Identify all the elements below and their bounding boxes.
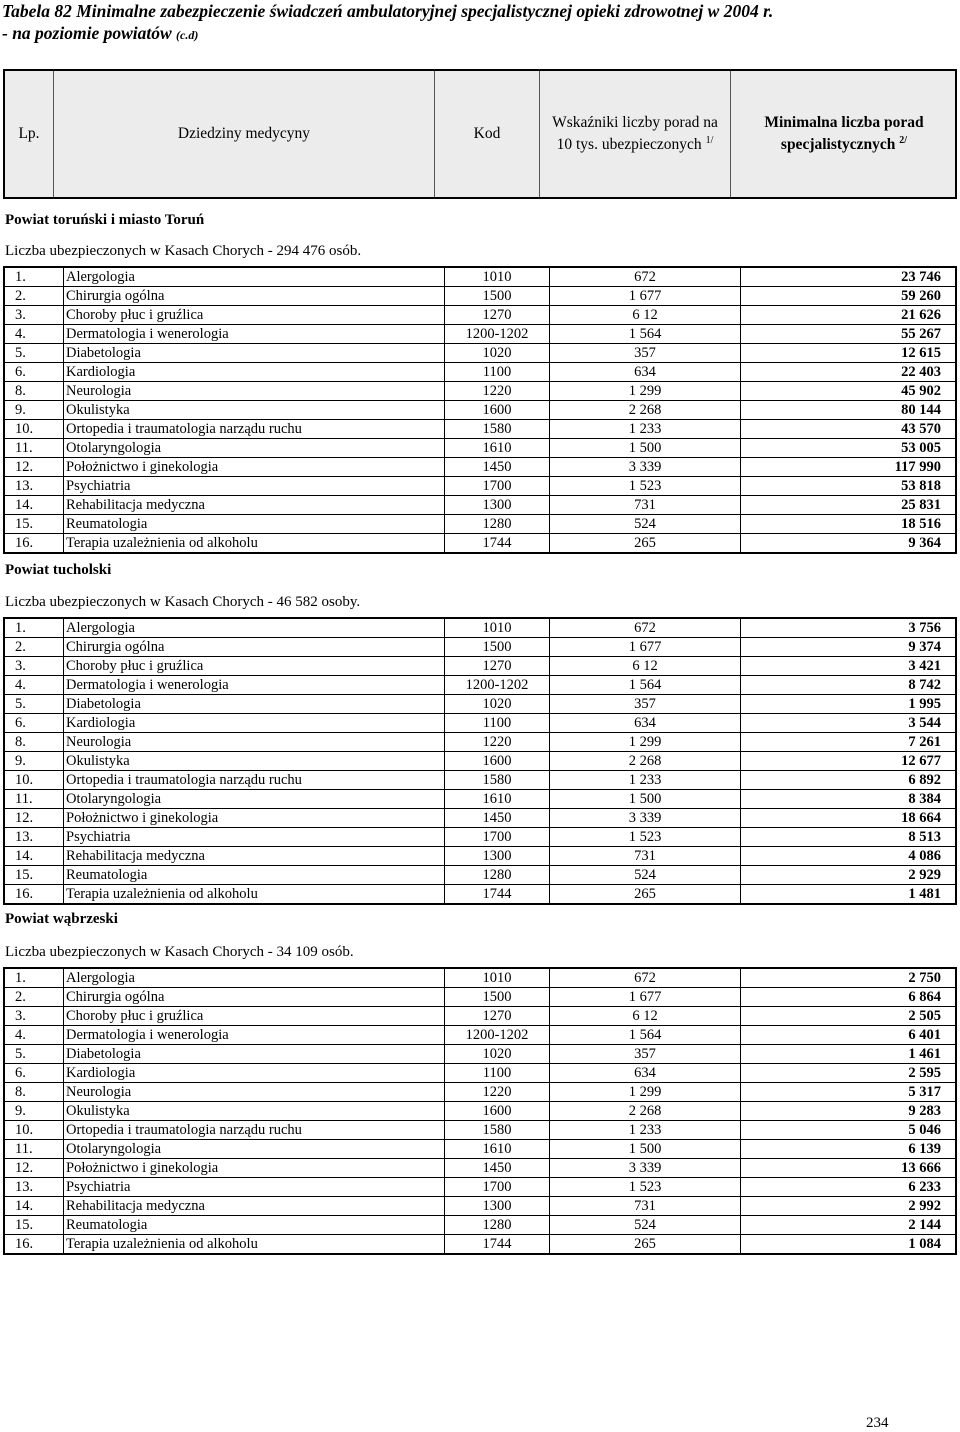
table-row xyxy=(4,809,956,828)
cell-minimalna: 2 144 xyxy=(741,1216,957,1235)
cell-dziedzina: Choroby płuc i gruźlica xyxy=(64,657,445,676)
cell-wskaznik: 357 xyxy=(550,1045,741,1064)
cell-dziedzina: Diabetologia xyxy=(64,1045,445,1064)
cell-lp: 8. xyxy=(4,733,64,752)
cell-dziedzina: Chirurgia ogólna xyxy=(64,988,445,1007)
cell-minimalna: 6 139 xyxy=(741,1140,957,1159)
table-row xyxy=(4,363,956,382)
cell-minimalna: 2 992 xyxy=(741,1197,957,1216)
cell-wskaznik: 6 12 xyxy=(550,1007,741,1026)
cell-lp: 14. xyxy=(4,847,64,866)
title-line-2-text: - na poziomie powiatów xyxy=(2,23,177,43)
cell-lp: 1. xyxy=(4,618,64,638)
cell-wskaznik: 1 233 xyxy=(550,420,741,439)
table-row xyxy=(4,968,956,988)
cell-dziedzina: Okulistyka xyxy=(64,752,445,771)
cell-dziedzina: Diabetologia xyxy=(64,344,445,363)
cell-kod: 1744 xyxy=(445,1235,550,1255)
table-row xyxy=(4,515,956,534)
cell-lp: 12. xyxy=(4,458,64,477)
cell-lp: 10. xyxy=(4,771,64,790)
cell-dziedzina: Kardiologia xyxy=(64,1064,445,1083)
cell-lp: 8. xyxy=(4,382,64,401)
cell-dziedzina: Psychiatria xyxy=(64,477,445,496)
cell-wskaznik: 3 339 xyxy=(550,1159,741,1178)
cell-minimalna: 45 902 xyxy=(741,382,957,401)
cell-wskaznik: 672 xyxy=(550,968,741,988)
cell-minimalna: 53 005 xyxy=(741,439,957,458)
cell-minimalna: 2 595 xyxy=(741,1064,957,1083)
cell-minimalna: 4 086 xyxy=(741,847,957,866)
cell-lp: 16. xyxy=(4,534,64,554)
cell-dziedzina: Dermatologia i wenerologia xyxy=(64,676,445,695)
cell-lp: 11. xyxy=(4,790,64,809)
cell-wskaznik: 3 339 xyxy=(550,458,741,477)
cell-kod: 1600 xyxy=(445,752,550,771)
cell-wskaznik: 731 xyxy=(550,847,741,866)
cell-minimalna: 1 481 xyxy=(741,885,957,905)
cell-wskaznik: 731 xyxy=(550,496,741,515)
cell-kod: 1700 xyxy=(445,477,550,496)
table-row xyxy=(4,1235,956,1255)
cell-lp: 13. xyxy=(4,828,64,847)
cell-minimalna: 18 664 xyxy=(741,809,957,828)
cell-wskaznik: 265 xyxy=(550,885,741,905)
cell-wskaznik: 634 xyxy=(550,1064,741,1083)
cell-minimalna: 13 666 xyxy=(741,1159,957,1178)
cell-kod: 1580 xyxy=(445,420,550,439)
cell-dziedzina: Choroby płuc i gruźlica xyxy=(64,306,445,325)
cell-minimalna: 8 513 xyxy=(741,828,957,847)
cell-minimalna: 9 374 xyxy=(741,638,957,657)
cell-kod: 1500 xyxy=(445,988,550,1007)
section-insured-note: Liczba ubezpieczonych w Kasach Chorych - 34 109 osób. xyxy=(5,944,354,960)
cell-kod: 1200-1202 xyxy=(445,1026,550,1045)
table-row xyxy=(4,676,956,695)
table-row xyxy=(4,1197,956,1216)
cell-lp: 2. xyxy=(4,988,64,1007)
table-row xyxy=(4,695,956,714)
cell-kod: 1010 xyxy=(445,267,550,287)
cell-lp: 6. xyxy=(4,1064,64,1083)
cell-lp: 15. xyxy=(4,515,64,534)
cell-dziedzina: Dermatologia i wenerologia xyxy=(64,1026,445,1045)
table-row xyxy=(4,866,956,885)
cell-dziedzina: Położnictwo i ginekologia xyxy=(64,458,445,477)
cell-kod: 1300 xyxy=(445,496,550,515)
cell-wskaznik: 265 xyxy=(550,534,741,554)
table-row xyxy=(4,287,956,306)
header-dziedziny: Dziedziny medycyny xyxy=(177,125,311,142)
table-row xyxy=(4,477,956,496)
cell-wskaznik: 265 xyxy=(550,1235,741,1255)
cell-dziedzina: Terapia uzależnienia od alkoholu xyxy=(64,885,445,905)
cell-wskaznik: 1 299 xyxy=(550,733,741,752)
section-table xyxy=(3,266,957,554)
cell-kod: 1270 xyxy=(445,657,550,676)
cell-wskaznik: 1 564 xyxy=(550,676,741,695)
cell-kod: 1450 xyxy=(445,458,550,477)
cell-kod: 1280 xyxy=(445,866,550,885)
cell-dziedzina: Rehabilitacja medyczna xyxy=(64,847,445,866)
cell-dziedzina: Ortopedia i traumatologia narządu ruchu xyxy=(64,420,445,439)
table-row xyxy=(4,733,956,752)
cell-kod: 1270 xyxy=(445,1007,550,1026)
cell-lp: 16. xyxy=(4,1235,64,1255)
cell-dziedzina: Neurologia xyxy=(64,382,445,401)
cell-minimalna: 9 283 xyxy=(741,1102,957,1121)
cell-wskaznik: 1 523 xyxy=(550,477,741,496)
cell-kod: 1610 xyxy=(445,439,550,458)
table-row xyxy=(4,382,956,401)
header-wskazniki-line2: 10 tys. ubezpieczonych xyxy=(556,136,702,154)
cell-kod: 1020 xyxy=(445,344,550,363)
cell-dziedzina: Chirurgia ogólna xyxy=(64,638,445,657)
cell-dziedzina: Reumatologia xyxy=(64,1216,445,1235)
cell-dziedzina: Alergologia xyxy=(64,968,445,988)
cell-kod: 1300 xyxy=(445,1197,550,1216)
header-kod: Kod xyxy=(473,125,501,142)
table-row xyxy=(4,657,956,676)
cell-minimalna: 2 750 xyxy=(741,968,957,988)
cell-kod: 1010 xyxy=(445,618,550,638)
cell-dziedzina: Okulistyka xyxy=(64,1102,445,1121)
cell-lp: 1. xyxy=(4,968,64,988)
cell-dziedzina: Ortopedia i traumatologia narządu ruchu xyxy=(64,1121,445,1140)
cell-wskaznik: 2 268 xyxy=(550,1102,741,1121)
table-row xyxy=(4,1026,956,1045)
header-minimalna-line1: Minimalna liczba porad xyxy=(764,113,924,131)
header-wskazniki xyxy=(540,71,730,197)
cell-wskaznik: 1 564 xyxy=(550,325,741,344)
cell-wskaznik: 524 xyxy=(550,515,741,534)
cell-wskaznik: 731 xyxy=(550,1197,741,1216)
table-row xyxy=(4,847,956,866)
cell-kod: 1600 xyxy=(445,1102,550,1121)
cell-wskaznik: 357 xyxy=(550,695,741,714)
table-row xyxy=(4,344,956,363)
cell-minimalna: 23 746 xyxy=(741,267,957,287)
table-row xyxy=(4,1216,956,1235)
cell-lp: 5. xyxy=(4,1045,64,1064)
header-minimalna-footnote: 2/ xyxy=(899,134,908,146)
cell-wskaznik: 1 677 xyxy=(550,638,741,657)
cell-minimalna: 3 544 xyxy=(741,714,957,733)
title-line-2 xyxy=(2,22,773,46)
table-row xyxy=(4,306,956,325)
table-row xyxy=(4,439,956,458)
cell-lp: 11. xyxy=(4,1140,64,1159)
cell-wskaznik: 2 268 xyxy=(550,401,741,420)
table-row xyxy=(4,267,956,287)
cell-minimalna: 6 401 xyxy=(741,1026,957,1045)
table-row xyxy=(4,638,956,657)
cell-dziedzina: Dermatologia i wenerologia xyxy=(64,325,445,344)
cell-lp: 13. xyxy=(4,1178,64,1197)
cell-minimalna: 2 505 xyxy=(741,1007,957,1026)
cell-minimalna: 12 677 xyxy=(741,752,957,771)
cell-lp: 5. xyxy=(4,695,64,714)
cell-minimalna: 8 384 xyxy=(741,790,957,809)
cell-dziedzina: Położnictwo i ginekologia xyxy=(64,1159,445,1178)
cell-minimalna: 5 046 xyxy=(741,1121,957,1140)
cell-wskaznik: 1 233 xyxy=(550,771,741,790)
cell-dziedzina: Terapia uzależnienia od alkoholu xyxy=(64,1235,445,1255)
table-row xyxy=(4,790,956,809)
cell-minimalna: 59 260 xyxy=(741,287,957,306)
cell-wskaznik: 2 268 xyxy=(550,752,741,771)
cell-lp: 3. xyxy=(4,657,64,676)
cell-minimalna: 2 929 xyxy=(741,866,957,885)
cell-minimalna: 6 892 xyxy=(741,771,957,790)
table-row xyxy=(4,1140,956,1159)
cell-lp: 11. xyxy=(4,439,64,458)
cell-minimalna: 117 990 xyxy=(741,458,957,477)
cell-kod: 1280 xyxy=(445,1216,550,1235)
cell-kod: 1700 xyxy=(445,1178,550,1197)
cell-lp: 16. xyxy=(4,885,64,905)
header-lp: Lp. xyxy=(18,125,40,142)
cell-dziedzina: Otolaryngologia xyxy=(64,439,445,458)
table-title xyxy=(2,0,773,46)
table-row xyxy=(4,420,956,439)
cell-kod: 1200-1202 xyxy=(445,676,550,695)
cell-lp: 1. xyxy=(4,267,64,287)
table-row xyxy=(4,1102,956,1121)
cell-lp: 10. xyxy=(4,420,64,439)
table-row xyxy=(4,458,956,477)
table-row xyxy=(4,325,956,344)
cell-wskaznik: 357 xyxy=(550,344,741,363)
cell-minimalna: 6 233 xyxy=(741,1178,957,1197)
section-table xyxy=(3,617,957,905)
table-row xyxy=(4,988,956,1007)
cell-kod: 1020 xyxy=(445,1045,550,1064)
cell-lp: 9. xyxy=(4,752,64,771)
cell-kod: 1010 xyxy=(445,968,550,988)
cell-lp: 9. xyxy=(4,401,64,420)
cell-kod: 1744 xyxy=(445,885,550,905)
cell-dziedzina: Psychiatria xyxy=(64,1178,445,1197)
cell-kod: 1744 xyxy=(445,534,550,554)
cell-minimalna: 53 818 xyxy=(741,477,957,496)
cell-minimalna: 12 615 xyxy=(741,344,957,363)
cell-wskaznik: 1 233 xyxy=(550,1121,741,1140)
table-row xyxy=(4,1178,956,1197)
title-line-1: Tabela 82 Minimalne zabezpieczenie świadczeń ambulatoryjnej specjalistycznej opieki zdrowotnej w 2004 r. xyxy=(2,1,774,21)
cell-dziedzina: Reumatologia xyxy=(64,515,445,534)
cell-wskaznik: 1 299 xyxy=(550,382,741,401)
cell-lp: 3. xyxy=(4,306,64,325)
header-minimalna-line2: specjalistycznych xyxy=(780,136,896,154)
cell-lp: 6. xyxy=(4,714,64,733)
table-row xyxy=(4,1159,956,1178)
header-minimalna xyxy=(731,71,957,197)
cell-kod: 1280 xyxy=(445,515,550,534)
cell-kod: 1100 xyxy=(445,1064,550,1083)
cell-wskaznik: 1 500 xyxy=(550,439,741,458)
cell-lp: 8. xyxy=(4,1083,64,1102)
cell-wskaznik: 1 500 xyxy=(550,1140,741,1159)
cell-dziedzina: Chirurgia ogólna xyxy=(64,287,445,306)
section-heading: Powiat toruński i miasto Toruń xyxy=(5,212,205,228)
cell-minimalna: 22 403 xyxy=(741,363,957,382)
cell-lp: 15. xyxy=(4,1216,64,1235)
cell-kod: 1580 xyxy=(445,771,550,790)
cell-minimalna: 1 084 xyxy=(741,1235,957,1255)
table-row xyxy=(4,1045,956,1064)
cell-dziedzina: Alergologia xyxy=(64,267,445,287)
cell-dziedzina: Otolaryngologia xyxy=(64,790,445,809)
table-row xyxy=(4,1064,956,1083)
cell-minimalna: 9 364 xyxy=(741,534,957,554)
cell-kod: 1500 xyxy=(445,638,550,657)
cell-minimalna: 8 742 xyxy=(741,676,957,695)
cell-kod: 1100 xyxy=(445,714,550,733)
table-row xyxy=(4,618,956,638)
table-row xyxy=(4,771,956,790)
cell-dziedzina: Diabetologia xyxy=(64,695,445,714)
cell-lp: 6. xyxy=(4,363,64,382)
table-row xyxy=(4,885,956,905)
title-line-2-suffix: (c.d) xyxy=(176,28,199,42)
cell-minimalna: 1 461 xyxy=(741,1045,957,1064)
cell-minimalna: 3 421 xyxy=(741,657,957,676)
cell-lp: 14. xyxy=(4,496,64,515)
cell-minimalna: 80 144 xyxy=(741,401,957,420)
cell-kod: 1610 xyxy=(445,790,550,809)
cell-dziedzina: Kardiologia xyxy=(64,363,445,382)
table-row xyxy=(4,534,956,554)
header-wskazniki-footnote: 1/ xyxy=(705,134,714,146)
cell-minimalna: 25 831 xyxy=(741,496,957,515)
page-number: 234 xyxy=(866,1415,889,1431)
cell-wskaznik: 1 523 xyxy=(550,828,741,847)
cell-dziedzina: Okulistyka xyxy=(64,401,445,420)
cell-kod: 1450 xyxy=(445,1159,550,1178)
cell-kod: 1220 xyxy=(445,1083,550,1102)
cell-lp: 10. xyxy=(4,1121,64,1140)
cell-lp: 2. xyxy=(4,638,64,657)
cell-minimalna: 1 995 xyxy=(741,695,957,714)
table-row xyxy=(4,496,956,515)
header-wskazniki-line1: Wskaźniki liczby porad na xyxy=(552,113,718,131)
cell-lp: 14. xyxy=(4,1197,64,1216)
cell-lp: 13. xyxy=(4,477,64,496)
section-insured-note: Liczba ubezpieczonych w Kasach Chorych - 46 582 osoby. xyxy=(5,594,361,610)
section-heading: Powiat tucholski xyxy=(5,562,112,578)
cell-kod: 1100 xyxy=(445,363,550,382)
cell-kod: 1300 xyxy=(445,847,550,866)
cell-wskaznik: 524 xyxy=(550,1216,741,1235)
cell-kod: 1600 xyxy=(445,401,550,420)
cell-dziedzina: Kardiologia xyxy=(64,714,445,733)
cell-wskaznik: 634 xyxy=(550,363,741,382)
cell-dziedzina: Terapia uzależnienia od alkoholu xyxy=(64,534,445,554)
cell-wskaznik: 1 523 xyxy=(550,1178,741,1197)
table-row xyxy=(4,828,956,847)
cell-dziedzina: Reumatologia xyxy=(64,866,445,885)
cell-dziedzina: Neurologia xyxy=(64,733,445,752)
table-row xyxy=(4,1083,956,1102)
table-row xyxy=(4,401,956,420)
section-insured-note: Liczba ubezpieczonych w Kasach Chorych - 294 476 osób. xyxy=(5,243,362,259)
cell-kod: 1700 xyxy=(445,828,550,847)
cell-minimalna: 21 626 xyxy=(741,306,957,325)
column-header xyxy=(3,69,957,199)
cell-wskaznik: 1 677 xyxy=(550,287,741,306)
cell-dziedzina: Rehabilitacja medyczna xyxy=(64,1197,445,1216)
cell-minimalna: 6 864 xyxy=(741,988,957,1007)
cell-dziedzina: Psychiatria xyxy=(64,828,445,847)
table-row xyxy=(4,1121,956,1140)
cell-lp: 4. xyxy=(4,325,64,344)
cell-kod: 1450 xyxy=(445,809,550,828)
cell-minimalna: 7 261 xyxy=(741,733,957,752)
cell-lp: 3. xyxy=(4,1007,64,1026)
cell-minimalna: 43 570 xyxy=(741,420,957,439)
cell-dziedzina: Choroby płuc i gruźlica xyxy=(64,1007,445,1026)
section-table xyxy=(3,967,957,1255)
cell-dziedzina: Ortopedia i traumatologia narządu ruchu xyxy=(64,771,445,790)
section-heading: Powiat wąbrzeski xyxy=(5,911,118,927)
cell-wskaznik: 1 564 xyxy=(550,1026,741,1045)
cell-kod: 1500 xyxy=(445,287,550,306)
cell-dziedzina: Alergologia xyxy=(64,618,445,638)
cell-wskaznik: 6 12 xyxy=(550,657,741,676)
cell-wskaznik: 1 677 xyxy=(550,988,741,1007)
cell-lp: 4. xyxy=(4,676,64,695)
cell-kod: 1220 xyxy=(445,382,550,401)
cell-wskaznik: 1 299 xyxy=(550,1083,741,1102)
table-row xyxy=(4,714,956,733)
cell-lp: 12. xyxy=(4,1159,64,1178)
cell-minimalna: 55 267 xyxy=(741,325,957,344)
table-row xyxy=(4,752,956,771)
cell-dziedzina: Rehabilitacja medyczna xyxy=(64,496,445,515)
cell-wskaznik: 672 xyxy=(550,618,741,638)
cell-kod: 1270 xyxy=(445,306,550,325)
cell-kod: 1610 xyxy=(445,1140,550,1159)
cell-wskaznik: 672 xyxy=(550,267,741,287)
cell-wskaznik: 634 xyxy=(550,714,741,733)
cell-dziedzina: Otolaryngologia xyxy=(64,1140,445,1159)
cell-minimalna: 5 317 xyxy=(741,1083,957,1102)
cell-wskaznik: 6 12 xyxy=(550,306,741,325)
cell-kod: 1580 xyxy=(445,1121,550,1140)
cell-lp: 4. xyxy=(4,1026,64,1045)
cell-lp: 15. xyxy=(4,866,64,885)
cell-wskaznik: 1 500 xyxy=(550,790,741,809)
cell-lp: 9. xyxy=(4,1102,64,1121)
cell-wskaznik: 3 339 xyxy=(550,809,741,828)
cell-lp: 12. xyxy=(4,809,64,828)
cell-lp: 2. xyxy=(4,287,64,306)
cell-dziedzina: Położnictwo i ginekologia xyxy=(64,809,445,828)
cell-kod: 1220 xyxy=(445,733,550,752)
cell-kod: 1200-1202 xyxy=(445,325,550,344)
cell-minimalna: 18 516 xyxy=(741,515,957,534)
cell-minimalna: 3 756 xyxy=(741,618,957,638)
table-row xyxy=(4,1007,956,1026)
cell-wskaznik: 524 xyxy=(550,866,741,885)
cell-dziedzina: Neurologia xyxy=(64,1083,445,1102)
cell-kod: 1020 xyxy=(445,695,550,714)
cell-lp: 5. xyxy=(4,344,64,363)
